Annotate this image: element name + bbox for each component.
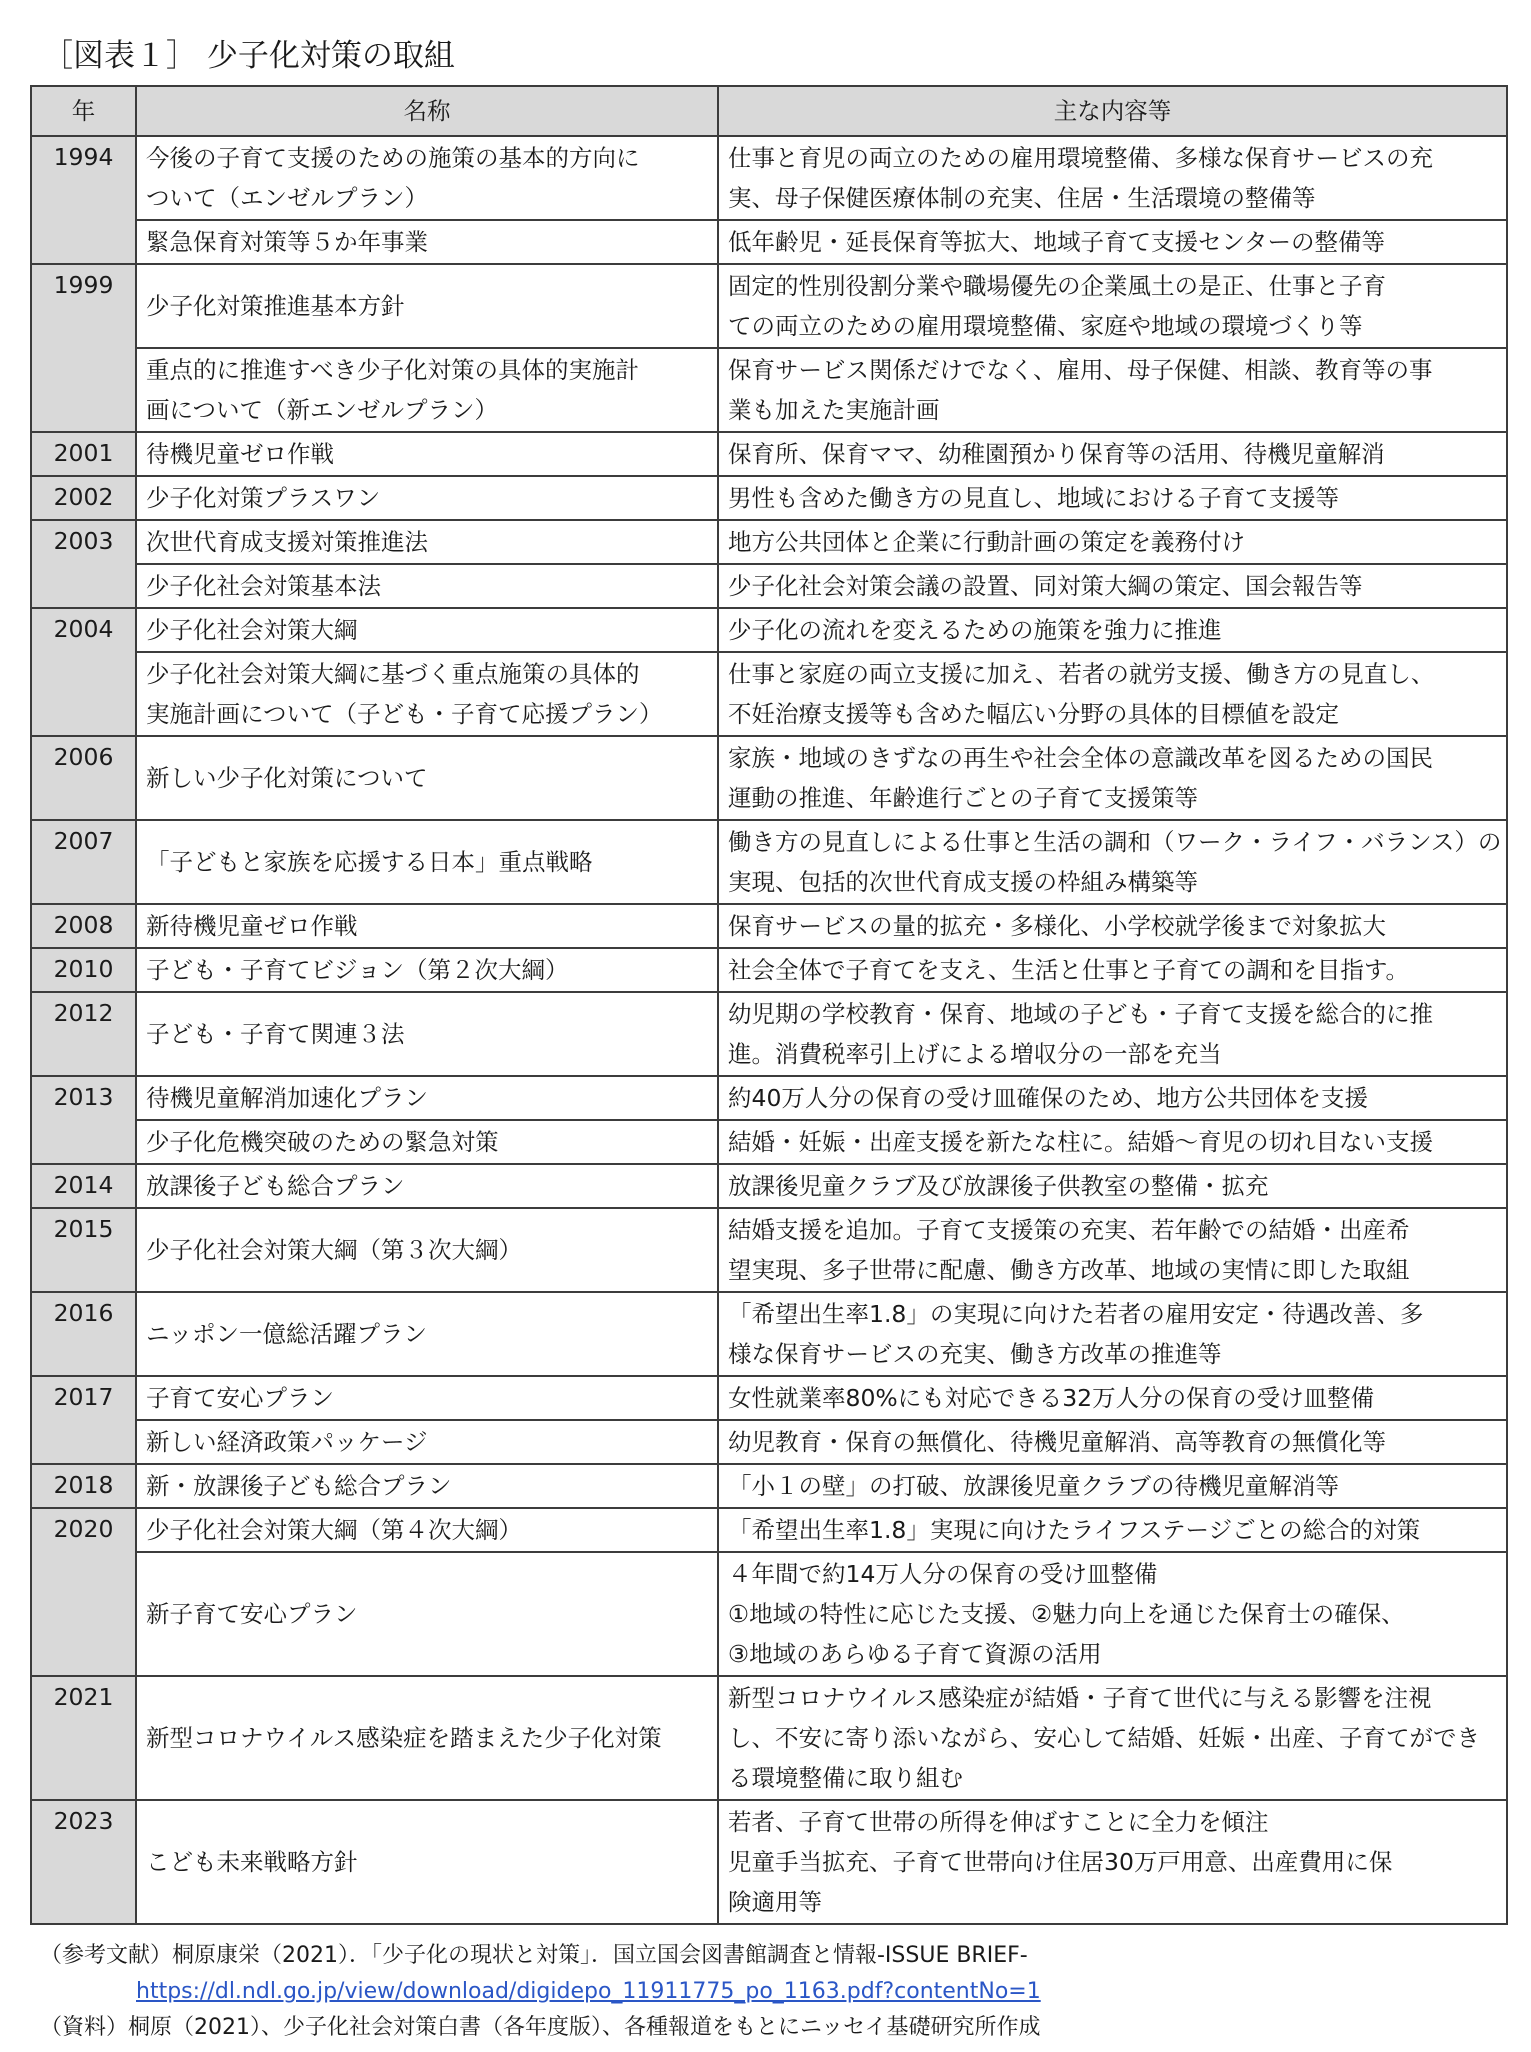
table-row — [31, 1464, 1507, 1508]
policy-content-line: 少子化社会対策会議の設置、同対策大綱の策定、国会報告等 — [728, 572, 1363, 600]
policy-name-cell — [136, 608, 718, 652]
policy-content-cell — [718, 476, 1507, 520]
policy-content-line: ③地域のあらゆる子育て資源の活用 — [728, 1640, 1102, 1668]
table-row — [31, 220, 1507, 264]
policy-name-cell — [136, 1800, 718, 1924]
table-row — [31, 1120, 1507, 1164]
policy-content-line: 仕事と家庭の両立支援に加え、若者の就労支援、働き方の見直し、 — [728, 660, 1435, 688]
policy-name-line: 重点的に推進すべき少子化対策の具体的実施計 — [146, 356, 640, 384]
policy-name-cell — [136, 476, 718, 520]
policy-name-line: 少子化社会対策基本法 — [146, 572, 381, 600]
policy-name-line: 少子化社会対策大綱（第３次大綱） — [146, 1236, 522, 1264]
table-row — [31, 820, 1507, 904]
table-row — [31, 652, 1507, 736]
policy-name-line: 少子化対策推進基本方針 — [146, 292, 405, 320]
policy-name-cell — [136, 1164, 718, 1208]
year-cell: 2006 — [31, 736, 136, 820]
policy-content-line: 運動の推進、年齢進行ごとの子育て支援策等 — [728, 784, 1198, 812]
policy-name-line: 新子育て安心プラン — [146, 1600, 358, 1628]
policy-content-line: し、不安に寄り添いながら、安心して結婚、妊娠・出産、子育てができ — [728, 1724, 1480, 1752]
table-row — [31, 1800, 1507, 1924]
policy-content-line: 保育サービス関係だけでなく、雇用、母子保健、相談、教育等の事 — [728, 356, 1433, 384]
table-row — [31, 1552, 1507, 1676]
policy-content-cell — [718, 904, 1507, 948]
policy-content-cell — [718, 348, 1507, 432]
table-row — [31, 948, 1507, 992]
policy-name-line: 画について（新エンゼルプラン） — [146, 396, 499, 424]
policy-content-cell — [718, 608, 1507, 652]
footnotes — [40, 1938, 1041, 2046]
year-cell: 2015 — [31, 1208, 136, 1292]
table-row — [31, 1508, 1507, 1552]
policy-content-line: 地方公共団体と企業に行動計画の策定を義務付け — [728, 528, 1245, 556]
policy-content-line: 望実現、多子世帯に配慮、働き方改革、地域の実情に即した取組 — [728, 1256, 1410, 1284]
year-cell: 1999 — [31, 264, 136, 432]
policy-name-cell — [136, 520, 718, 564]
year-cell: 2003 — [31, 520, 136, 608]
policy-content-line: 女性就業率80%にも対応できる32万人分の保育の受け皿整備 — [728, 1384, 1375, 1412]
policy-content-cell — [718, 992, 1507, 1076]
table-row — [31, 1208, 1507, 1292]
policy-name-cell — [136, 1676, 718, 1800]
policy-name-cell — [136, 1464, 718, 1508]
policy-name-cell — [136, 736, 718, 820]
policy-name-line: 待機児童解消加速化プラン — [146, 1084, 428, 1112]
policy-name-line: 放課後子ども総合プラン — [146, 1172, 405, 1200]
policy-content-line: 仕事と育児の両立のための雇用環境整備、多様な保育サービスの充 — [728, 144, 1433, 172]
policy-content-cell — [718, 948, 1507, 992]
policy-name-cell — [136, 1208, 718, 1292]
table-row — [31, 608, 1507, 652]
policy-content-cell — [718, 820, 1507, 904]
table-body — [31, 136, 1507, 1924]
policy-content-line: 低年齢児・延長保育等拡大、地域子育て支援センターの整備等 — [728, 228, 1386, 256]
policy-name-cell — [136, 264, 718, 348]
source-note: （資料）桐原（2021）、少子化社会対策白書（各年度版）、各種報道をもとにニッセイ基礎研究所作成 — [40, 2015, 1041, 2040]
policy-content-line: 「希望出生率1.8」実現に向けたライフステージごとの総合的対策 — [728, 1516, 1421, 1544]
policy-content-line: 結婚・妊娠・出産支援を新たな柱に。結婚～育児の切れ目ない支援 — [728, 1128, 1433, 1156]
policy-name-cell — [136, 1120, 718, 1164]
policy-content-cell — [718, 1376, 1507, 1420]
policy-content-line: 保育所、保育ママ、幼稚園預かり保育等の活用、待機児童解消 — [728, 440, 1385, 468]
policy-name-line: 今後の子育て支援のための施策の基本的方向に — [146, 144, 640, 172]
policy-name-line: 少子化社会対策大綱 — [146, 616, 358, 644]
policy-content-line: 業も加えた実施計画 — [728, 396, 940, 424]
table-row — [31, 992, 1507, 1076]
table-row — [31, 736, 1507, 820]
policy-name-line: 新・放課後子ども総合プラン — [146, 1472, 452, 1500]
policy-content-line: 家族・地域のきずなの再生や社会全体の意識改革を図るための国民 — [728, 744, 1433, 772]
policy-content-cell — [718, 1292, 1507, 1376]
year-cell: 2016 — [31, 1292, 136, 1376]
policy-content-line: 社会全体で子育てを支え、生活と仕事と子育ての調和を目指す。 — [728, 956, 1410, 984]
policy-name-line: 新しい少子化対策について — [146, 764, 428, 792]
policy-content-line: 働き方の見直しによる仕事と生活の調和（ワーク・ライフ・バランス）の — [728, 828, 1502, 856]
policy-content-line: 実現、包括的次世代育成支援の枠組み構築等 — [728, 868, 1198, 896]
table-row — [31, 264, 1507, 348]
policy-content-cell — [718, 1120, 1507, 1164]
policy-content-line: 新型コロナウイルス感染症が結婚・子育て世代に与える影響を注視 — [728, 1684, 1432, 1712]
policy-name-line: 子育て安心プラン — [146, 1384, 334, 1412]
policy-content-cell — [718, 1800, 1507, 1924]
policy-name-line: こども未来戦略方針 — [146, 1848, 358, 1876]
policy-content-line: 児童手当拡充、子育て世帯向け住居30万戸用意、出産費用に保 — [728, 1848, 1393, 1876]
policy-content-cell — [718, 220, 1507, 264]
policy-content-line: 不妊治療支援等も含めた幅広い分野の具体的目標値を設定 — [728, 700, 1339, 728]
table-row — [31, 432, 1507, 476]
year-cell: 2014 — [31, 1164, 136, 1208]
policy-name-cell — [136, 1552, 718, 1676]
policy-name-cell — [136, 992, 718, 1076]
policy-content-cell — [718, 1508, 1507, 1552]
policy-name-cell — [136, 1508, 718, 1552]
policy-name-line: 子ども・子育て関連３法 — [146, 1020, 405, 1048]
policy-name-line: 緊急保育対策等５か年事業 — [146, 228, 428, 256]
policy-content-line: 険適用等 — [728, 1888, 822, 1916]
year-cell: 2013 — [31, 1076, 136, 1164]
policy-content-cell — [718, 1676, 1507, 1800]
year-cell: 2012 — [31, 992, 136, 1076]
policy-content-line: る環境整備に取り組む — [728, 1764, 963, 1792]
policy-name-line: 実施計画について（子ども・子育て応援プラン） — [146, 700, 663, 728]
policy-name-line: 新待機児童ゼロ作戦 — [146, 912, 358, 940]
policy-content-cell — [718, 264, 1507, 348]
policy-name-line: 少子化社会対策大綱に基づく重点施策の具体的 — [146, 660, 640, 688]
policy-content-cell — [718, 736, 1507, 820]
policy-name-cell — [136, 652, 718, 736]
policy-name-line: 待機児童ゼロ作戦 — [146, 440, 334, 468]
table-row — [31, 1376, 1507, 1420]
table-row — [31, 1076, 1507, 1120]
year-cell: 2020 — [31, 1508, 136, 1676]
header-name: 名称 — [136, 86, 718, 136]
year-cell: 2018 — [31, 1464, 136, 1508]
policy-content-line: 幼児期の学校教育・保育、地域の子ども・子育て支援を総合的に推 — [728, 1000, 1433, 1028]
policy-name-line: 子ども・子育てビジョン（第２次大綱） — [146, 956, 569, 984]
table-row — [31, 476, 1507, 520]
table-row — [31, 348, 1507, 432]
policy-name-cell — [136, 1420, 718, 1464]
reference-url-link[interactable]: https://dl.ndl.go.jp/view/download/digidepo_11911775_po_1163.pdf?contentNo=1 — [136, 1979, 1041, 2004]
policy-name-cell — [136, 432, 718, 476]
figure-title: ［図表１］ 少子化対策の取組 — [42, 38, 455, 74]
year-cell: 2023 — [31, 1800, 136, 1924]
policy-name-line: ついて（エンゼルプラン） — [146, 184, 428, 212]
table-row — [31, 1164, 1507, 1208]
policy-content-line: ４年間で約14万人分の保育の受け皿整備 — [728, 1560, 1158, 1588]
policy-name-line: 新型コロナウイルス感染症を踏まえた少子化対策 — [146, 1724, 662, 1752]
policy-content-line: ①地域の特性に応じた支援、②魅力向上を通じた保育士の確保、 — [728, 1600, 1405, 1628]
policy-content-line: 放課後児童クラブ及び放課後子供教室の整備・拡充 — [728, 1172, 1269, 1200]
policy-name-cell — [136, 948, 718, 992]
table-row — [31, 1292, 1507, 1376]
policy-name-cell — [136, 348, 718, 432]
policy-name-line: 少子化社会対策大綱（第４次大綱） — [146, 1516, 522, 1544]
year-cell: 2004 — [31, 608, 136, 736]
policy-content-line: ての両立のための雇用環境整備、家庭や地域の環境づくり等 — [728, 312, 1363, 340]
policy-content-cell — [718, 1164, 1507, 1208]
policy-content-line: 若者、子育て世帯の所得を伸ばすことに全力を傾注 — [728, 1808, 1269, 1836]
policy-name-line: 少子化対策プラスワン — [146, 484, 381, 512]
year-cell: 2008 — [31, 904, 136, 948]
header-content: 主な内容等 — [718, 86, 1507, 136]
table-row — [31, 904, 1507, 948]
year-cell: 2001 — [31, 432, 136, 476]
header-year: 年 — [31, 86, 136, 136]
policy-content-line: 「希望出生率1.8」の実現に向けた若者の雇用安定・待遇改善、多 — [728, 1300, 1424, 1328]
policy-table — [30, 85, 1508, 1925]
policy-content-line: 少子化の流れを変えるための施策を強力に推進 — [728, 616, 1222, 644]
policy-content-cell — [718, 432, 1507, 476]
policy-content-line: 結婚支援を追加。子育て支援策の充実、若年齢での結婚・出産希 — [728, 1216, 1410, 1244]
policy-name-line: 新しい経済政策パッケージ — [146, 1428, 428, 1456]
policy-name-cell — [136, 1292, 718, 1376]
year-cell: 2010 — [31, 948, 136, 992]
policy-content-line: 保育サービスの量的拡充・多様化、小学校就学後まで対象拡大 — [728, 912, 1386, 940]
policy-content-line: 様な保育サービスの充実、働き方改革の推進等 — [728, 1340, 1222, 1368]
policy-name-cell — [136, 1076, 718, 1120]
policy-content-line: 実、母子保健医療体制の充実、住居・生活環境の整備等 — [728, 184, 1316, 212]
policy-content-cell — [718, 1208, 1507, 1292]
policy-content-line: 「小１の壁」の打破、放課後児童クラブの待機児童解消等 — [728, 1472, 1339, 1500]
table-row — [31, 136, 1507, 220]
policy-content-line: 固定的性別役割分業や職場優先の企業風土の是正、仕事と子育 — [728, 272, 1386, 300]
policy-content-cell — [718, 136, 1507, 220]
year-cell: 1994 — [31, 136, 136, 264]
year-cell: 2007 — [31, 820, 136, 904]
policy-name-cell — [136, 904, 718, 948]
year-cell: 2002 — [31, 476, 136, 520]
policy-name-cell — [136, 820, 718, 904]
policy-content-cell — [718, 652, 1507, 736]
policy-name-line: 次世代育成支援対策推進法 — [146, 528, 428, 556]
policy-content-line: 男性も含めた働き方の見直し、地域における子育て支援等 — [728, 484, 1339, 512]
policy-name-cell — [136, 564, 718, 608]
policy-name-cell — [136, 220, 718, 264]
policy-content-line: 進。消費税率引上げによる増収分の一部を充当 — [728, 1040, 1222, 1068]
policy-name-cell — [136, 136, 718, 220]
table-row — [31, 564, 1507, 608]
policy-content-line: 約40万人分の保育の受け皿確保のため、地方公共団体を支援 — [728, 1084, 1368, 1112]
policy-name-line: 少子化危機突破のための緊急対策 — [146, 1128, 499, 1156]
table-row — [31, 520, 1507, 564]
reference-note: （参考文献）桐原康栄（2021）．「少子化の現状と対策」．国立国会図書館調査と情報-ISSUE BRIEF- — [40, 1943, 1028, 1968]
policy-content-cell — [718, 1464, 1507, 1508]
table-row — [31, 1420, 1507, 1464]
policy-content-cell — [718, 1552, 1507, 1676]
policy-name-cell — [136, 1376, 718, 1420]
policy-content-cell — [718, 520, 1507, 564]
policy-content-cell — [718, 1076, 1507, 1120]
policy-content-cell — [718, 1420, 1507, 1464]
year-cell: 2017 — [31, 1376, 136, 1464]
policy-name-line: ニッポン一億総活躍プラン — [146, 1320, 428, 1348]
year-cell: 2021 — [31, 1676, 136, 1800]
table-row — [31, 1676, 1507, 1800]
policy-content-line: 幼児教育・保育の無償化、待機児童解消、高等教育の無償化等 — [728, 1428, 1386, 1456]
policy-content-cell — [718, 564, 1507, 608]
table-header-row — [31, 86, 1507, 136]
policy-name-line: 「子どもと家族を応援する日本」重点戦略 — [146, 848, 593, 876]
